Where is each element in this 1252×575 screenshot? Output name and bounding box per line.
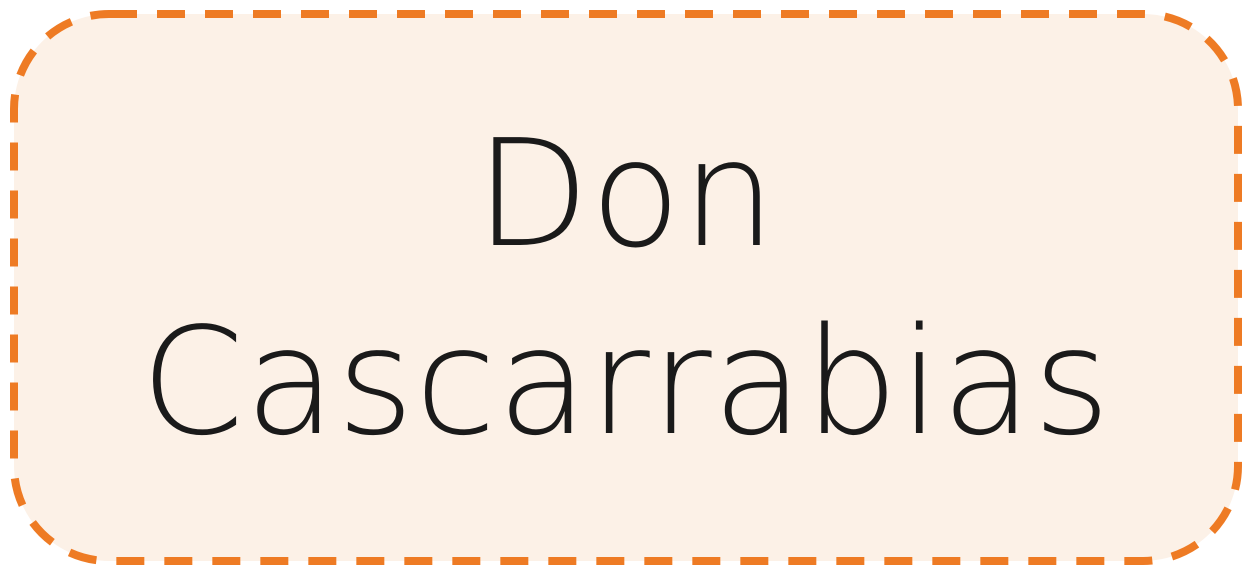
node-label-line-1: Don: [475, 107, 777, 280]
node-label-line-2: Cascarrabias: [140, 295, 1112, 468]
node-label: [14, 14, 1238, 561]
